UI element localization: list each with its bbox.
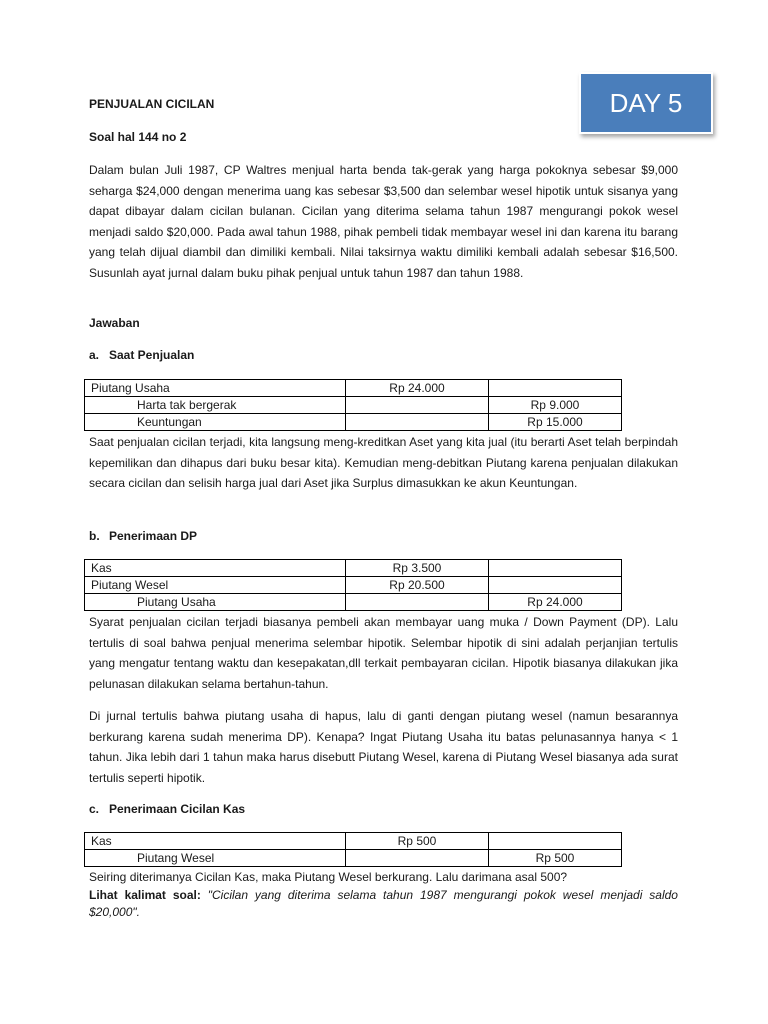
section-c-title: Penerimaan Cicilan Kas bbox=[109, 802, 246, 816]
journal-table-c bbox=[84, 832, 622, 867]
section-c-quote bbox=[89, 887, 678, 921]
section-a-explanation: Saat penjualan cicilan terjadi, kita langsung meng-kreditkan Aset yang kita jual (itu berarti Aset telah berpindah kepemilikan dan dihapus dari buku besar kita). Kemudian meng-debitkan Piutang karena penjualan dilakukan secara cicilan dan selisih harga jual dari Aset jika Surplus dimasukkan ke akun Keuntungan. bbox=[89, 435, 678, 490]
credit-cell bbox=[489, 833, 622, 850]
account-cell: Piutang Usaha bbox=[85, 594, 346, 611]
debit-cell: Rp 3.500 bbox=[346, 560, 489, 577]
table-row bbox=[85, 560, 622, 577]
account-cell: Kas bbox=[85, 833, 346, 850]
account-cell: Keuntungan bbox=[85, 414, 346, 431]
section-a-letter: a. bbox=[89, 348, 100, 362]
section-a-heading bbox=[89, 348, 194, 362]
table-row bbox=[85, 397, 622, 414]
account-cell: Piutang Wesel bbox=[85, 577, 346, 594]
table-row bbox=[85, 850, 622, 867]
quote-label: Lihat kalimat soal: bbox=[89, 888, 201, 902]
debit-cell bbox=[346, 414, 489, 431]
section-b-explanation: Syarat penjualan cicilan terjadi biasanya pembeli akan membayar uang muka / Down Payment (DP). Lalu tertulis di soal bahwa penjual menerima selembar hipotik. Selembar hipotik di sini adalah perjanjian tertulis yang mengatur tentang waktu dan kesepakatan,dll terkait pembayaran cicilan. Hipotik biasanya dilakukan jika pelunasan dilakukan selama bertahun-tahun. bbox=[89, 615, 678, 691]
section-b-title: Penerimaan DP bbox=[109, 529, 198, 543]
section-b-explanation-2: Di jurnal tertulis bahwa piutang usaha di hapus, lalu di ganti dengan piutang wesel (namun besarannya berkurang karena sudah menerima DP). Kenapa? Ingat Piutang Usaha itu batas pelunasannya hanya < 1 tahun. Jika lebih dari 1 tahun maka harus disebutt Piutang Wesel, karena di Piutang Wesel biasanya ada surat tertulis seperti hipotik. bbox=[89, 709, 678, 785]
page-title: PENJUALAN CICILAN bbox=[89, 97, 215, 111]
table-row bbox=[85, 414, 622, 431]
credit-cell: Rp 9.000 bbox=[489, 397, 622, 414]
account-cell: Piutang Usaha bbox=[85, 380, 346, 397]
answer-heading: Jawaban bbox=[89, 316, 140, 330]
debit-cell: Rp 500 bbox=[346, 833, 489, 850]
table-row bbox=[85, 577, 622, 594]
credit-cell bbox=[489, 380, 622, 397]
section-a-title: Saat Penjualan bbox=[109, 348, 195, 362]
section-b-letter: b. bbox=[89, 529, 100, 543]
problem-statement: Dalam bulan Juli 1987, CP Waltres menjual harta benda tak-gerak yang harga pokoknya sebesar $9,000 seharga $24,000 dengan menerima uang kas sebesar $3,500 dan selembar wesel hipotik untuk sisanya yang dapat dibayar dalam cicilan bulanan. Cicilan yang diterima selama tahun 1987 mengurangi pokok wesel menjadi saldo $20,000. Pada awal tahun 1988, pihak pembeli tidak membayar wesel ini dan karena itu barang yang telah dijual diambil dan dimiliki kembali. Nilai taksirnya waktu dimiliki kembali adalah sebesar $16,500. Susunlah ayat jurnal dalam buku pihak penjual untuk tahun 1987 dan tahun 1988. bbox=[89, 163, 678, 280]
debit-cell bbox=[346, 850, 489, 867]
section-c-letter: c. bbox=[89, 802, 100, 816]
account-cell: Kas bbox=[85, 560, 346, 577]
credit-cell: Rp 24.000 bbox=[489, 594, 622, 611]
debit-cell: Rp 24.000 bbox=[346, 380, 489, 397]
credit-cell: Rp 15.000 bbox=[489, 414, 622, 431]
journal-table-a bbox=[84, 379, 622, 431]
table-row bbox=[85, 594, 622, 611]
section-c-note: Seiring diterimanya Cicilan Kas, maka Piutang Wesel berkurang. Lalu darimana asal 500? bbox=[89, 870, 568, 884]
day-badge: DAY 5 bbox=[579, 72, 713, 134]
problem-reference: Soal hal 144 no 2 bbox=[89, 130, 187, 144]
table-row bbox=[85, 380, 622, 397]
credit-cell bbox=[489, 577, 622, 594]
section-b-heading bbox=[89, 529, 197, 543]
debit-cell bbox=[346, 594, 489, 611]
quote-text: "Cicilan yang diterima selama tahun 1987 mengurangi pokok wesel menjadi saldo $20,000". bbox=[89, 888, 678, 919]
account-cell: Harta tak bergerak bbox=[85, 397, 346, 414]
credit-cell: Rp 500 bbox=[489, 850, 622, 867]
debit-cell: Rp 20.500 bbox=[346, 577, 489, 594]
journal-table-b bbox=[84, 559, 622, 611]
section-c-heading bbox=[89, 802, 245, 816]
account-cell: Piutang Wesel bbox=[85, 850, 346, 867]
credit-cell bbox=[489, 560, 622, 577]
debit-cell bbox=[346, 397, 489, 414]
table-row bbox=[85, 833, 622, 850]
